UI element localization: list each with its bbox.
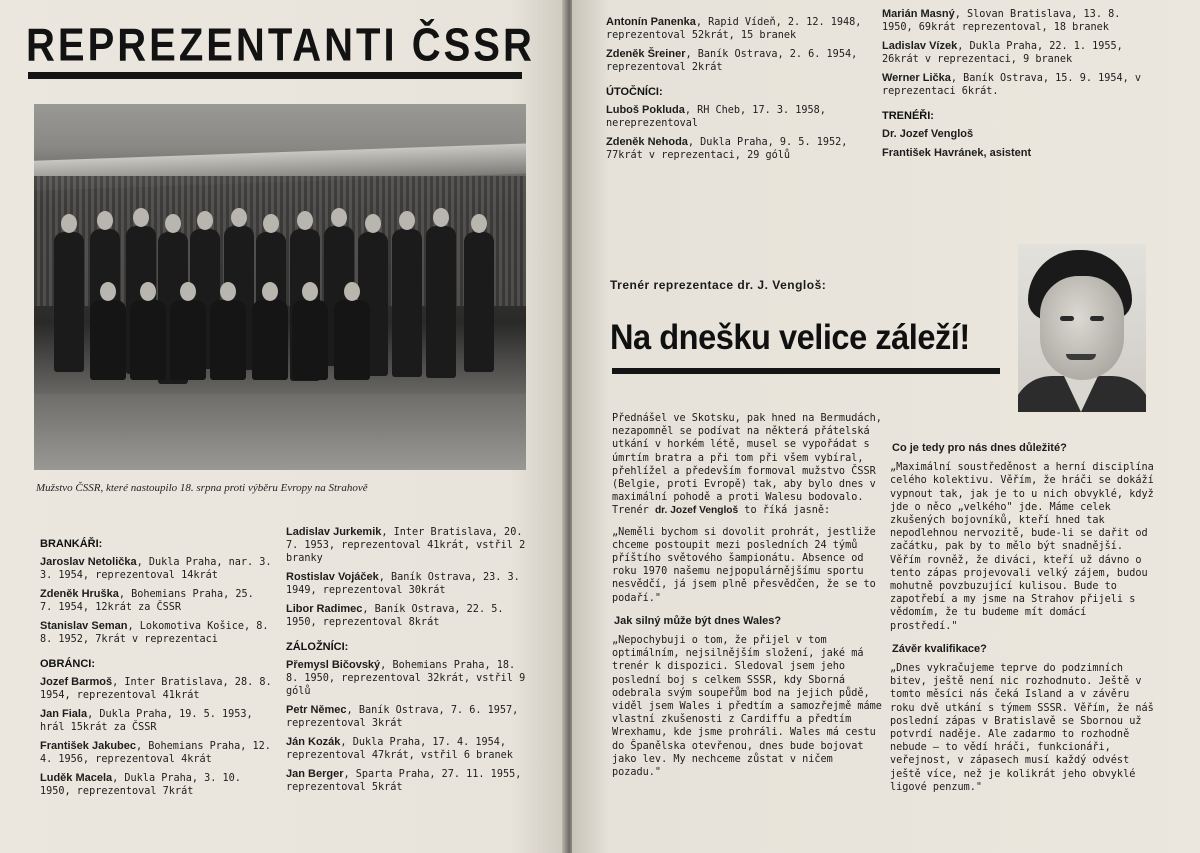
article-column-2 [890, 442, 1156, 802]
player-head [471, 214, 487, 233]
article-column-1 [612, 412, 882, 787]
photo-caption: Mužstvo ČSSR, které nastoupilo 18. srpna proti výběru Evropy na Strahově [36, 482, 368, 494]
player-entry [606, 104, 868, 130]
headline-rule [612, 368, 1000, 374]
player-entry [40, 620, 272, 646]
player-details: , Dukla Praha, 22. 1. 1955, 26krát v reprezentaci, 9 branek [882, 41, 1123, 65]
player-entry [286, 704, 532, 730]
roster-column-1 [40, 538, 272, 804]
player-details: , Bohemians Praha, 25. 7. 1954, 12krát za ČSSR [40, 589, 254, 613]
player-name: Antonín Panenka [606, 16, 696, 28]
player-head [365, 214, 381, 233]
player-name: Marián Masný [882, 8, 955, 20]
article-intro [612, 412, 882, 518]
player-name: Dr. Jozef Vengloš [882, 128, 974, 140]
player-entry [40, 556, 272, 582]
player-name: Werner Lička [882, 72, 951, 84]
player-name: Jan Fiala [40, 708, 88, 720]
player-head [231, 208, 247, 227]
player-name: Zdeněk Hruška [40, 588, 119, 600]
player-details: , Dukla Praha, 9. 5. 1952, 77krát v reprezentaci, 29 gólů [606, 137, 848, 161]
article-headline: Na dnešku velice záleží! [610, 318, 970, 357]
player-silhouette [292, 300, 328, 380]
player-head [344, 282, 360, 301]
player-head [140, 282, 156, 301]
section-heading: BRANKÁŘI: [40, 538, 103, 550]
player-details: , Baník Ostrava, 15. 9. 1954, v reprezentaci 6krát. [882, 73, 1142, 97]
section-heading: ZÁLOŽNÍCI: [286, 641, 349, 653]
player-name: Libor Radimec [286, 603, 363, 615]
article-paragraph-1: „Neměli bychom si dovolit prohrát, jestliže chceme postoupit mezi posledních 24 týmů příštího světového šampionátu. Absence od roku 1970 našemu nejpopulárnějšímu sportu nesvědčí, já jsem plně přesvědčen, že se to podaří." [612, 526, 876, 604]
player-name: Luboš Pokluda [606, 104, 685, 116]
article-paragraph-4: „Dnes vykračujeme teprve do podzimních bitev, ještě není nic rozhodnuto. Ještě v tomto měsíci nás čeká Island a v závěru roku dvě utkání s týmem SSSR. Věřím, že náš poslední zápas v Bratislavě se Sbornou už potvrdí naděje. Ale zadarmo to rozhodně nebude — to vědí hráči, funkcionáři, veřejnost, v zápasech musí každý odvést ještě více, než je kolikrát jeho obvyklé ligové penzum." [890, 663, 1154, 793]
player-name: Zdeněk Nehoda [606, 136, 688, 148]
player-name: Ladislav Vízek [882, 40, 958, 52]
player-entry [286, 659, 532, 698]
intro-text-a: Přednášel ve Skotsku, pak hned na Bermudách, nezapomněl se podívat na některá přátelská utkání v horkém létě, musel se vypořádat s úmrtím bratra a při tom při všem vybíral, přehlížel a především formoval mužstvo ČSSR (Belgie, proti Evropě) tak, aby bylo dnes v maximální pohodě a proti Walesu bodovalo. Trenér [612, 413, 882, 517]
player-details: , Lokomotiva Košice, 8. 8. 1952, 7krát v reprezentaci [40, 621, 269, 645]
player-name: Jozef Barmoš [40, 676, 113, 688]
player-name: Jaroslav Netolička [40, 556, 137, 568]
player-silhouette [170, 300, 206, 380]
player-details: , RH Cheb, 17. 3. 1958, nereprezentoval [606, 105, 826, 129]
player-entry [286, 768, 532, 794]
player-details: , Dukla Praha, 19. 5. 1953, hrál 15krát za ČSSR [40, 709, 253, 733]
question-3: Závěr kvalifikace? [892, 642, 987, 655]
player-head [331, 208, 347, 227]
player-entry [286, 571, 532, 597]
player-silhouette [130, 300, 166, 380]
player-head [263, 214, 279, 233]
intro-coach-name: dr. Jozef Vengloš [654, 505, 739, 517]
player-name: Petr Němec [286, 704, 347, 716]
player-entry [40, 676, 272, 702]
question-1: Jak silný může být dnes Wales? [614, 614, 782, 627]
player-details: , Inter Bratislava, 28. 8. 1954, reprezentoval 41krát [40, 677, 272, 701]
player-entry [882, 147, 1148, 160]
player-name: Jan Berger [286, 768, 344, 780]
section-heading: OBRÁNCI: [40, 658, 95, 670]
player-name: Rostislav Vojáček [286, 571, 379, 583]
player-head [433, 208, 449, 227]
roster-column-2 [286, 526, 532, 800]
coach-portrait [1018, 244, 1146, 412]
portrait-mouth [1066, 354, 1096, 360]
player-name: František Jakubec [40, 740, 136, 752]
player-head [262, 282, 278, 301]
player-entry [40, 708, 272, 734]
player-details: , Dukla Praha, 17. 4. 1954, reprezentoval 47krát, vstřil 6 branek [286, 737, 513, 761]
player-entry [882, 8, 1148, 34]
question-2: Co je tedy pro nás dnes důležité? [892, 442, 1067, 454]
player-name: Stanislav Seman [40, 620, 128, 632]
player-entry [606, 48, 868, 74]
article-paragraph-2: „Nepochybuji o tom, že přijel v tom optimálním, nejsilnějším složení, jaké má trenér k dispozici. Sledoval jsem jeho poslední boj s celkem SSSR, kdy Sborná odebrala svým soupeřům bod na jejich půdě, viděl jsem Wales i předtím a samozřejmě máme vlastní zkušenosti z Cardiffu a předtím Wrexhamu, kde jsme prohráli. Wales má cestu do Španělska otevřenou, dnes bude bojovat jako lev. My nechceme zůstat v ničem pozadu." [612, 635, 882, 779]
player-entry [882, 128, 1148, 141]
player-details: , Baník Ostrava, 23. 3. 1949, reprezentoval 30krát [286, 572, 520, 596]
player-silhouette [392, 229, 422, 377]
player-head [133, 208, 149, 227]
player-entry [882, 40, 1148, 66]
player-name: Zdeněk Šreiner [606, 48, 686, 60]
player-head [297, 211, 313, 230]
player-head [165, 214, 181, 233]
player-head [100, 282, 116, 301]
player-details: , Bohemians Praha, 12. 4. 1956, reprezentoval 4krát [40, 741, 271, 765]
player-details: , Baník Ostrava, 22. 5. 1950, reprezentoval 8krát [286, 604, 504, 628]
player-silhouette [334, 300, 370, 380]
player-name: Luděk Macela [40, 772, 113, 784]
section-heading: ÚTOČNÍCI: [606, 86, 663, 98]
player-name: Ján Kozák [286, 736, 341, 748]
player-details: , Baník Ostrava, 2. 6. 1954, reprezentoval 2krát [606, 49, 858, 73]
player-details: , Dukla Praha, 3. 10. 1950, reprezentoval 7krát [40, 773, 241, 797]
article-paragraph-3: „Maximální soustředěnost a herní disciplína celého kolektivu. Věřím, že hráči se dokáží vypnout tak, jak je to u nich obvyklé, když jde o něco „velkého" jde. Máme celek zkušených bojovníků, kteří hned tak nepodlehnou nervozitě, bude-li se dařit od začátku, pak by to mělo být snadnější. Věřím rovněž, že diváci, kteří už dávno o tento zápas projevovali velký zájem, budou mohutně povzbuzující kulisou. Bude to zapotřebí a my jsme na Strahov přijeli s vědomím, že tu budeme mít domácí prostředí." [890, 462, 1154, 632]
player-head [399, 211, 415, 230]
player-name: František Havránek, asistent [882, 147, 1032, 159]
portrait-eye-right [1090, 316, 1104, 321]
player-details: , Bohemians Praha, 18. 8. 1950, reprezentoval 32krát, vstřil 9 gólů [286, 660, 526, 697]
player-silhouette [426, 226, 456, 378]
portrait-eye-left [1060, 316, 1074, 321]
player-silhouette [54, 232, 84, 372]
player-details: , Inter Bratislava, 20. 7. 1953, reprezentoval 41krát, vstřil 2 branky [286, 527, 526, 564]
player-entry [606, 16, 868, 42]
player-silhouette [90, 300, 126, 380]
team-photo [34, 104, 526, 470]
player-entry [40, 740, 272, 766]
player-head [180, 282, 196, 301]
player-head [197, 211, 213, 230]
player-entry [286, 603, 532, 629]
portrait-face [1040, 276, 1124, 380]
pitch [34, 394, 526, 470]
player-silhouette [210, 300, 246, 380]
player-entry [286, 736, 532, 762]
roster-column-4 [882, 8, 1148, 166]
player-head [220, 282, 236, 301]
player-entry [40, 588, 272, 614]
section-heading: TRENÉŘI: [882, 110, 934, 122]
player-entry [286, 526, 532, 565]
player-entry [882, 72, 1148, 98]
player-details: , Rapid Vídeň, 2. 12. 1948, reprezentoval 52krát, 15 branek [606, 17, 862, 41]
roster-column-3 [606, 16, 868, 168]
player-entry [40, 772, 272, 798]
player-details: , Sparta Praha, 27. 11. 1955, reprezentoval 5krát [286, 769, 522, 793]
article-kicker: Trenér reprezentace dr. J. Vengloš: [610, 278, 827, 292]
player-details: , Slovan Bratislava, 13. 8. 1950, 69krát reprezentoval, 18 branek [882, 9, 1121, 33]
player-head [302, 282, 318, 301]
player-details: , Dukla Praha, nar. 3. 3. 1954, reprezentoval 14krát [40, 557, 272, 581]
player-head [97, 211, 113, 230]
title-rule [28, 72, 522, 79]
player-head [61, 214, 77, 233]
intro-text-b: to říká jasně: [738, 505, 831, 517]
player-entry [606, 136, 868, 162]
player-silhouette [252, 300, 288, 380]
player-silhouette [464, 232, 494, 372]
left-page [0, 0, 566, 853]
player-details: , Baník Ostrava, 7. 6. 1957, reprezentoval 3krát [286, 705, 519, 729]
player-name: Přemysl Bičovský [286, 659, 381, 671]
player-name: Ladislav Jurkemik [286, 526, 382, 538]
page-title: REPREZENTANTI ČSSR [26, 20, 535, 71]
